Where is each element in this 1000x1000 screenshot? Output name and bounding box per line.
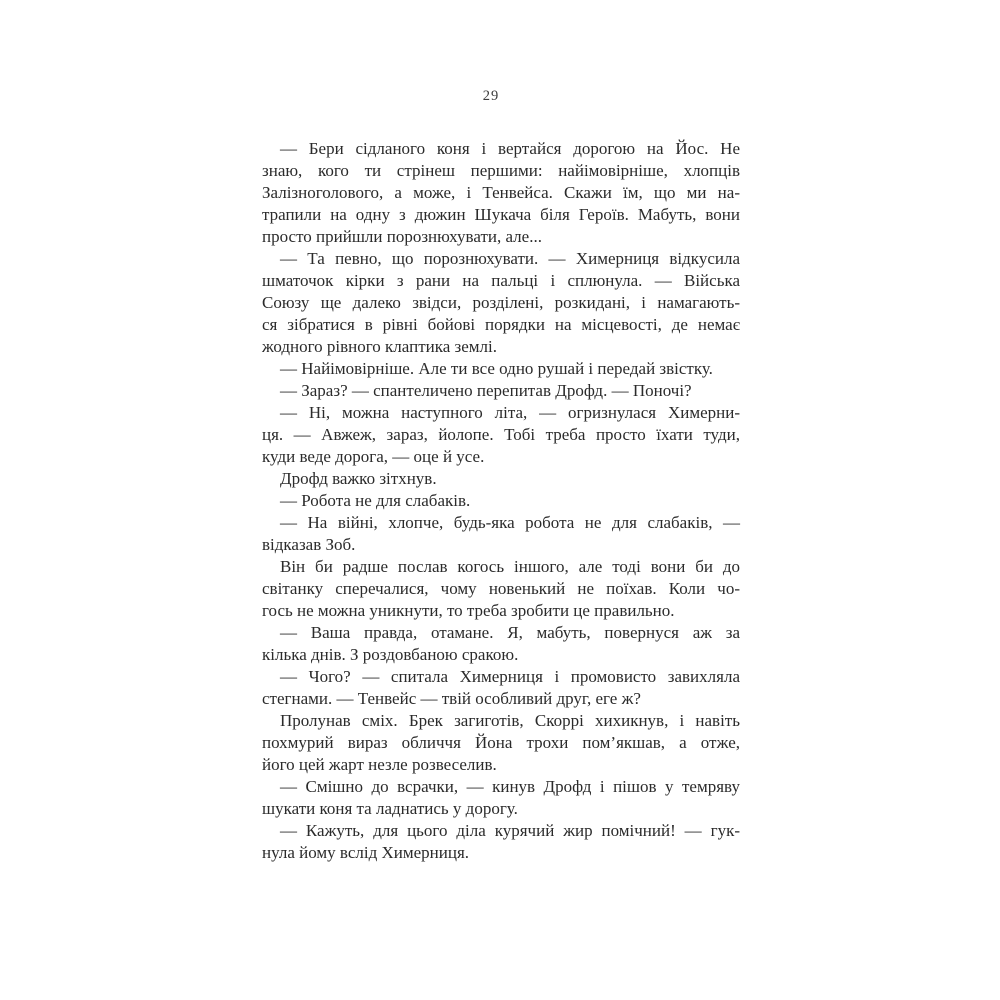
text-line: ця. — Авжеж, зараз, йолопе. Тобі треба просто їхати туди,	[262, 425, 740, 444]
text-line: — Та певно, що порознюхувати. — Химерниця відкусила	[280, 249, 740, 268]
text-line: ся зібратися в рівні бойові порядки на місцевості, де немає	[262, 315, 740, 334]
text-block	[262, 138, 740, 864]
text-line: гось не можна уникнути, то треба зробити це правильно.	[262, 601, 675, 620]
text-line: куди веде дорога, — оце й усе.	[262, 447, 485, 466]
text-line: кілька днів. З роздовбаною сракою.	[262, 645, 519, 664]
text-line: похмурий вираз обличчя Йона трохи пом’якшав, а отже,	[262, 733, 740, 752]
text-line: світанку сперечалися, чому новенький не поїхав. Коли чо-	[262, 579, 740, 598]
text-line: — Смішно до всрачки, — кинув Дрофд і пішов у темряву	[280, 777, 740, 796]
text-line: шукати коня та ладнатись у дорогу.	[262, 799, 518, 818]
text-line: стегнами. — Тенвейс — твій особливий друг, еге ж?	[262, 689, 641, 708]
text-line: — Найімовірніше. Але ти все одно рушай і передай звістку.	[280, 359, 713, 378]
text-line: жодного рівного клаптика землі.	[262, 337, 497, 356]
text-line: Пролунав сміх. Брек загиготів, Скоррі хихикнув, і навіть	[280, 711, 740, 730]
text-line: просто прийшли порознюхувати, але...	[262, 227, 542, 246]
text-line: його цей жарт незле розвеселив.	[262, 755, 497, 774]
text-line: Залізноголового, а може, і Тенвейса. Скажи їм, що ми на-	[262, 183, 740, 202]
text-line: відказав Зоб.	[262, 535, 356, 554]
text-line: — Ні, можна наступного літа, — огризнулася Химерни-	[280, 403, 740, 422]
text-line: — Робота не для слабаків.	[280, 491, 471, 510]
text-line: шматочок кірки з рани на пальці і сплюнула. — Війська	[262, 271, 740, 290]
text-line: — Кажуть, для цього діла курячий жир помічний! — гук-	[280, 821, 740, 840]
text-line: Союзу ще далеко звідси, розділені, розкидані, і намагають-	[262, 293, 740, 312]
text-line: трапили на одну з дюжин Шукача біля Героїв. Мабуть, вони	[262, 205, 740, 224]
text-line: — Ваша правда, отамане. Я, мабуть, повернуся аж за	[280, 623, 740, 642]
text-line: знаю, кого ти стрінеш першими: найімовірніше, хлопців	[262, 161, 740, 180]
text-line: — Бери сідланого коня і вертайся дорогою на Йос. Не	[280, 139, 740, 158]
page-number: 29	[482, 88, 500, 104]
text-line: — На війні, хлопче, будь-яка робота не для слабаків, —	[280, 513, 740, 532]
text-line: нула йому вслід Химерниця.	[262, 843, 470, 862]
text-line: — Зараз? — спантеличено перепитав Дрофд. — Поночі?	[280, 381, 692, 400]
text-line: — Чого? — спитала Химерниця і промовисто завихляла	[280, 667, 740, 686]
text-line: Дрофд важко зітхнув.	[280, 469, 437, 488]
text-line: Він би радше послав когось іншого, але тоді вони би до	[280, 557, 740, 576]
